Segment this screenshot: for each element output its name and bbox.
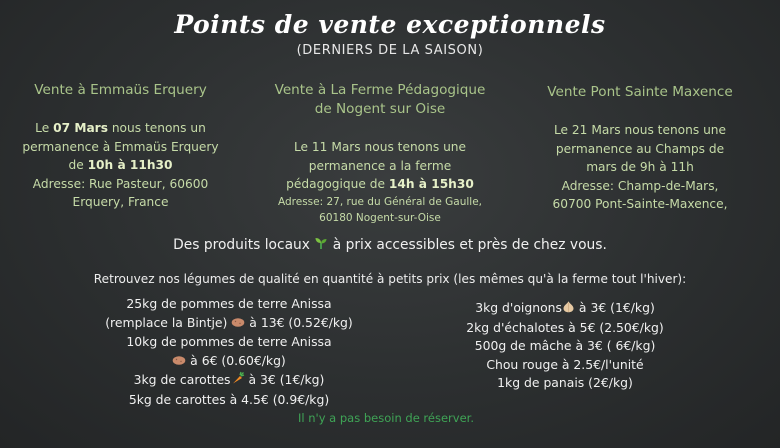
- products-intro: Retrouvez nos légumes de qualité en quantité à petits prix (les mêmes qu'à la ferme tout l'hiver):: [93, 272, 687, 286]
- list-item: 500g de mâche à 3€ ( 6€/kg): [474, 338, 656, 354]
- list-item: 2kg d'échalotes à 5€ (2.50€/kg): [466, 319, 664, 335]
- list-item: (remplace la Bintje) à 13€ (0.52€/kg): [95, 314, 363, 334]
- tagline: Des produits locaux à prix accessibles et près de chez vous.: [173, 237, 607, 253]
- venue-time: 10h à 11h30: [87, 158, 173, 173]
- venue-pont-sainte-maxence: [534, 83, 746, 214]
- list-item: 5kg de carottes à 4.5€ (0.9€/kg): [128, 391, 330, 407]
- page-subtitle: (DERNIERS DE LA SAISON): [296, 43, 484, 58]
- seedling-icon: [314, 236, 328, 254]
- venue-address: Adresse: Rue Pasteur, 60600: [32, 176, 209, 191]
- page-title: Points de vente exceptionnels: [174, 10, 606, 39]
- venue-heading: Vente à La Ferme Pédagogique: [274, 82, 486, 98]
- potato-icon: [172, 353, 186, 372]
- venue-date: 07 Mars: [53, 121, 108, 135]
- reservation-note: Il n'y a pas besoin de réserver.: [298, 411, 474, 425]
- venue-time: 14h à 15h30: [388, 177, 474, 192]
- onion-icon: [562, 300, 575, 319]
- product-list-right: [452, 299, 678, 393]
- list-item: 3kg d'oignons à 3€ (1€/kg): [452, 299, 678, 319]
- venue-emmaus: [8, 81, 233, 212]
- venue-heading: Vente à Emmaüs Erquery: [34, 82, 207, 98]
- potato-icon: [231, 315, 245, 334]
- venue-address: Adresse: 27, rue du Général de Gaulle,: [278, 195, 482, 208]
- venue-ferme-pedagogique: Vente à La Ferme Pédagogique de Nogent sur Oise Le 11 Mars nous tenons une permanence a la ferme pédagogique de 14h à 15h30 Adresse: 27, rue du Général de Gaulle, 60180 Nogent-sur-Oise: [262, 81, 498, 226]
- venue-address: Adresse: Champ-de-Mars,: [561, 178, 719, 193]
- list-item: 10kg de pommes de terre Anissa: [126, 334, 332, 350]
- list-item: 3kg de carottes à 3€ (1€/kg): [95, 371, 363, 391]
- list-item: 25kg de pommes de terre Anissa: [126, 296, 332, 311]
- venue-heading: Vente Pont Sainte Maxence: [547, 84, 733, 100]
- carrot-icon: [231, 371, 245, 391]
- venue-details: Le 21 Mars nous tenons une permanence au Champs de mars de 9h à 11h Adresse: Champ-de-Mars, 60700 Pont-Sainte-Maxence,: [534, 121, 746, 214]
- list-item: Chou rouge à 2.5€/l'unité: [486, 356, 644, 372]
- list-item: à 6€ (0.60€/kg): [95, 352, 363, 372]
- product-list-left: [95, 295, 363, 410]
- venue-details: Le 07 Mars nous tenons un permanence à Emmaüs Erquery de 10h à 11h30 Adresse: Rue Pasteur, 60600 Erquery, France: [8, 119, 233, 212]
- list-item: 1kg de panais (2€/kg): [497, 375, 633, 391]
- venue-details: Le 11 Mars nous tenons une permanence a la ferme pédagogique de 14h à 15h30 Adresse: 27, rue du Général de Gaulle, 60180 Nogent-sur-Oise: [262, 138, 498, 226]
